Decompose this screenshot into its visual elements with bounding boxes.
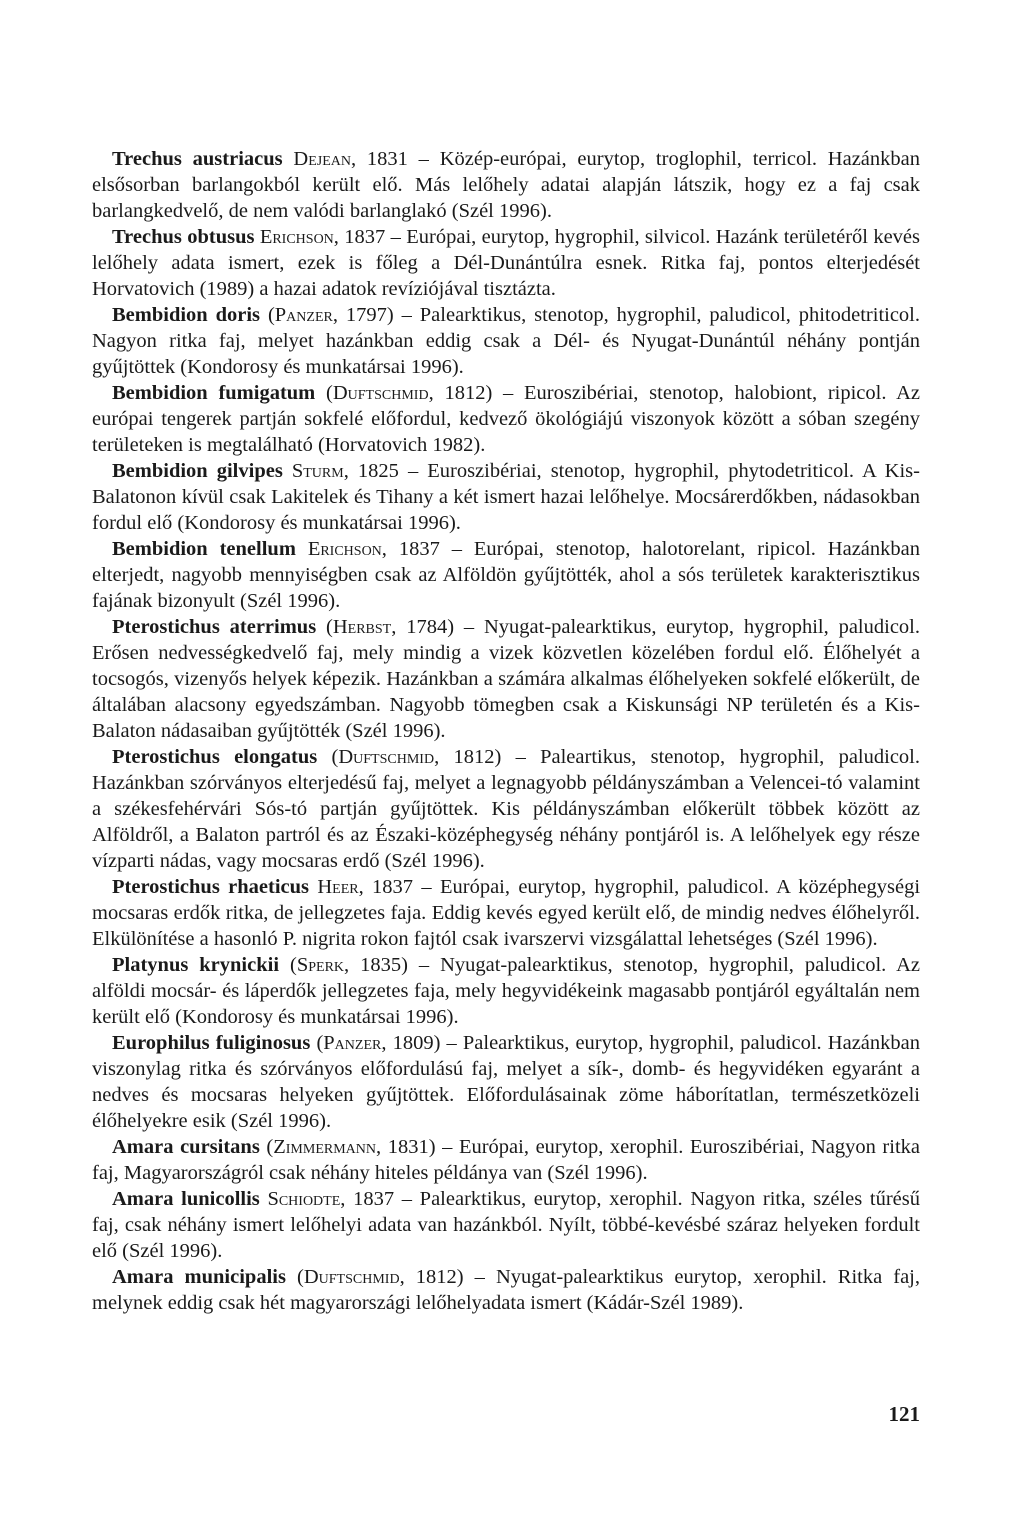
species-entry — [92, 1030, 920, 1134]
author-name: Sturm — [291, 460, 344, 482]
author-name: Erichson — [307, 538, 382, 560]
entry-text: , 1837 – Európai, eurytop, hygrophil, silvicol. Hazánk területéről kevés lelőhely adata ismert, ezek is főleg a Dél-Dunántúlra esnek. Ritka faj, pontos elterjedését Horvatovich (1989) a hazai adatok revíziójával tisztázta. — [92, 226, 920, 300]
author-name: (Zimmermann — [266, 1136, 376, 1158]
species-entry — [92, 380, 920, 458]
entry-text: , 1837 – Palearktikus, eurytop, xerophil. Nagyon ritka, széles tűrésű faj, csak néhány ismert lelőhelyi adata van hazánkból. Nyílt, többé-kevésbé száraz helyeken fordult elő (Szél 1996). — [92, 1188, 920, 1262]
species-name: Bembidion tenellum — [112, 538, 296, 560]
entry-text: , 1831) – Európai, eurytop, xerophil. Euroszibériai, Nagyon ritka faj, Magyarországról csak néhány hiteles példánya van (Szél 1996). — [92, 1136, 920, 1184]
author-name: (Panzer — [267, 304, 333, 326]
species-name: Amara lunicollis — [112, 1188, 260, 1210]
document-body — [92, 146, 920, 1316]
species-entry — [92, 1264, 920, 1316]
species-name: Europhilus fuliginosus — [112, 1032, 311, 1054]
species-entry — [92, 458, 920, 536]
species-entry — [92, 146, 920, 224]
author-name: (Sperk — [290, 954, 345, 976]
entry-text: , 1812) – Nyugat-palearktikus eurytop, xerophil. Ritka faj, melynek eddig csak hét magyarországi lelőhelyadata ismert (Kádár-Szél 1989). — [92, 1266, 921, 1314]
species-name: Pterostichus elongatus — [112, 746, 318, 768]
species-entry — [92, 1186, 920, 1264]
species-entry — [92, 302, 920, 380]
author-name: Schiodte — [267, 1188, 341, 1210]
entry-text: , 1784) – Nyugat-palearktikus, eurytop, hygrophil, paludicol. Erősen nedvességkedvelő faj, mely mindig a vizek közvetlen közelében fordul elő. Élőhelyét a tocsogós, vizenyős helyek képezik. Hazánkban a számára alkalmas élőhelyeken sokfelé előkerült, de általában alacsony egyedszámban. Nagyobb tömegben csak a Kiskunsági NP területén és a Kis-Balaton nádasaiban gyűjtötték (Szél 1996). — [92, 616, 920, 742]
species-name: Bembidion fumigatum — [112, 382, 316, 404]
species-entry — [92, 224, 920, 302]
species-name: Pterostichus aterrimus — [112, 616, 317, 638]
species-name: Trechus obtusus — [112, 226, 255, 248]
species-entry — [92, 952, 920, 1030]
entry-text: , 1831 – Közép-európai, eurytop, troglophil, terricol. Hazánkban elsősorban barlangokból került elő. Más lelőhely adatai alapján látszik, hogy ez a faj csak barlangkedvelő, de nem valódi barlanglakó (Szél 1996). — [92, 148, 920, 222]
page-number: 121 — [888, 1402, 920, 1426]
species-name: Amara municipalis — [112, 1266, 286, 1288]
species-entry — [92, 614, 920, 744]
author-name: (Panzer — [316, 1032, 382, 1054]
author-name: (Duftschmid — [326, 382, 429, 404]
species-name: Platynus krynickii — [112, 954, 280, 976]
species-name: Bembidion doris — [112, 304, 261, 326]
author-name: (Herbst — [326, 616, 392, 638]
species-entry — [92, 874, 920, 952]
entry-text: , 1837 – Európai, eurytop, hygrophil, paludicol. A középhegységi mocsaras erdők ritka, de jellegzetes faja. Eddig kevés egyed került elő, de mindig nedves élőhelyről. Elkülönítése a hasonló P. nigrita rokon fajtól csak ivarszervi vizsgálattal lehetséges (Szél 1996). — [92, 876, 921, 950]
entry-text: , 1809) – Palearktikus, eurytop, hygrophil, paludicol. Hazánkban viszonylag ritka és szórványos előfordulású faj, melyet a sík-, domb- és hegyvidéken egyaránt a nedves és mocsaras helyeken gyűjtöttek. Előfordulásainak zöme háborítatlan, természetközeli élőhelyekre esik (Szél 1996). — [92, 1032, 920, 1132]
entry-text: , 1835) – Nyugat-palearktikus, stenotop, hygrophil, paludicol. Az alföldi mocsár- és láperdők jellegzetes faja, mely hegyvidékeink magasabb pontjáról egyáltalán nem került elő (Kondorosy és munkatársai 1996). — [92, 954, 921, 1028]
author-name: Erichson — [259, 226, 334, 248]
entry-text: , 1797) – Palearktikus, stenotop, hygrophil, paludicol, phitodetriticol. Nagyon ritka faj, melyet hazánkban eddig csak a Dél- és Nyugat-Dunántúl néhány pontján gyűjtöttek (Kondorosy és munkatársai 1996). — [92, 304, 921, 378]
entry-text: , 1825 – Euroszibériai, stenotop, hygrophil, phytodetriticol. A Kis-Balatonon kívül csak Lakitelek és Tihany a két ismert hazai lelőhelye. Mocsárerdőkben, nádasokban fordul elő (Kondorosy és munkatársai 1996). — [92, 460, 920, 534]
species-entry — [92, 536, 920, 614]
author-name: Dejean — [293, 148, 351, 170]
species-name: Trechus austriacus — [112, 148, 283, 170]
species-name: Pterostichus rhaeticus — [112, 876, 309, 898]
author-name: (Duftschmid — [297, 1266, 400, 1288]
entry-text: , 1837 – Európai, stenotop, halotorelant, ripicol. Hazánkban elterjedt, nagyobb mennyiségben csak az Alföldön gyűjtötték, ahol a sós területek karakterisztikus fajának bizonyult (Szél 1996). — [92, 538, 920, 612]
entry-text: , 1812) – Paleartikus, stenotop, hygrophil, paludicol. Hazánkban szórványos elterjedésű faj, melyet a legnagyobb példányszámban a Velencei-tó valamint a székesfehérvári Sós-tó partján gyűjtöttek. Kis példányszámban előkerült többek között az Alföldről, a Balaton partról és az Északi-középhegység néhány pontjáról is. A lelőhelyek egy része vízparti nádas, vagy mocsaras erdő (Szél 1996). — [92, 746, 920, 872]
author-name: (Duftschmid — [331, 746, 435, 768]
author-name: Heer — [317, 876, 359, 898]
species-entry — [92, 1134, 920, 1186]
species-entry — [92, 744, 920, 874]
species-name: Bembidion gilvipes — [112, 460, 283, 482]
entry-text: , 1812) – Euroszibériai, stenotop, halobiont, ripicol. Az európai tengerek partján sokfelé előfordul, kedvező ökológiájú viszonyok között a sóban szegény területeken is megtalálható (Horvatovich 1982). — [92, 382, 921, 456]
species-name: Amara cursitans — [112, 1136, 260, 1158]
